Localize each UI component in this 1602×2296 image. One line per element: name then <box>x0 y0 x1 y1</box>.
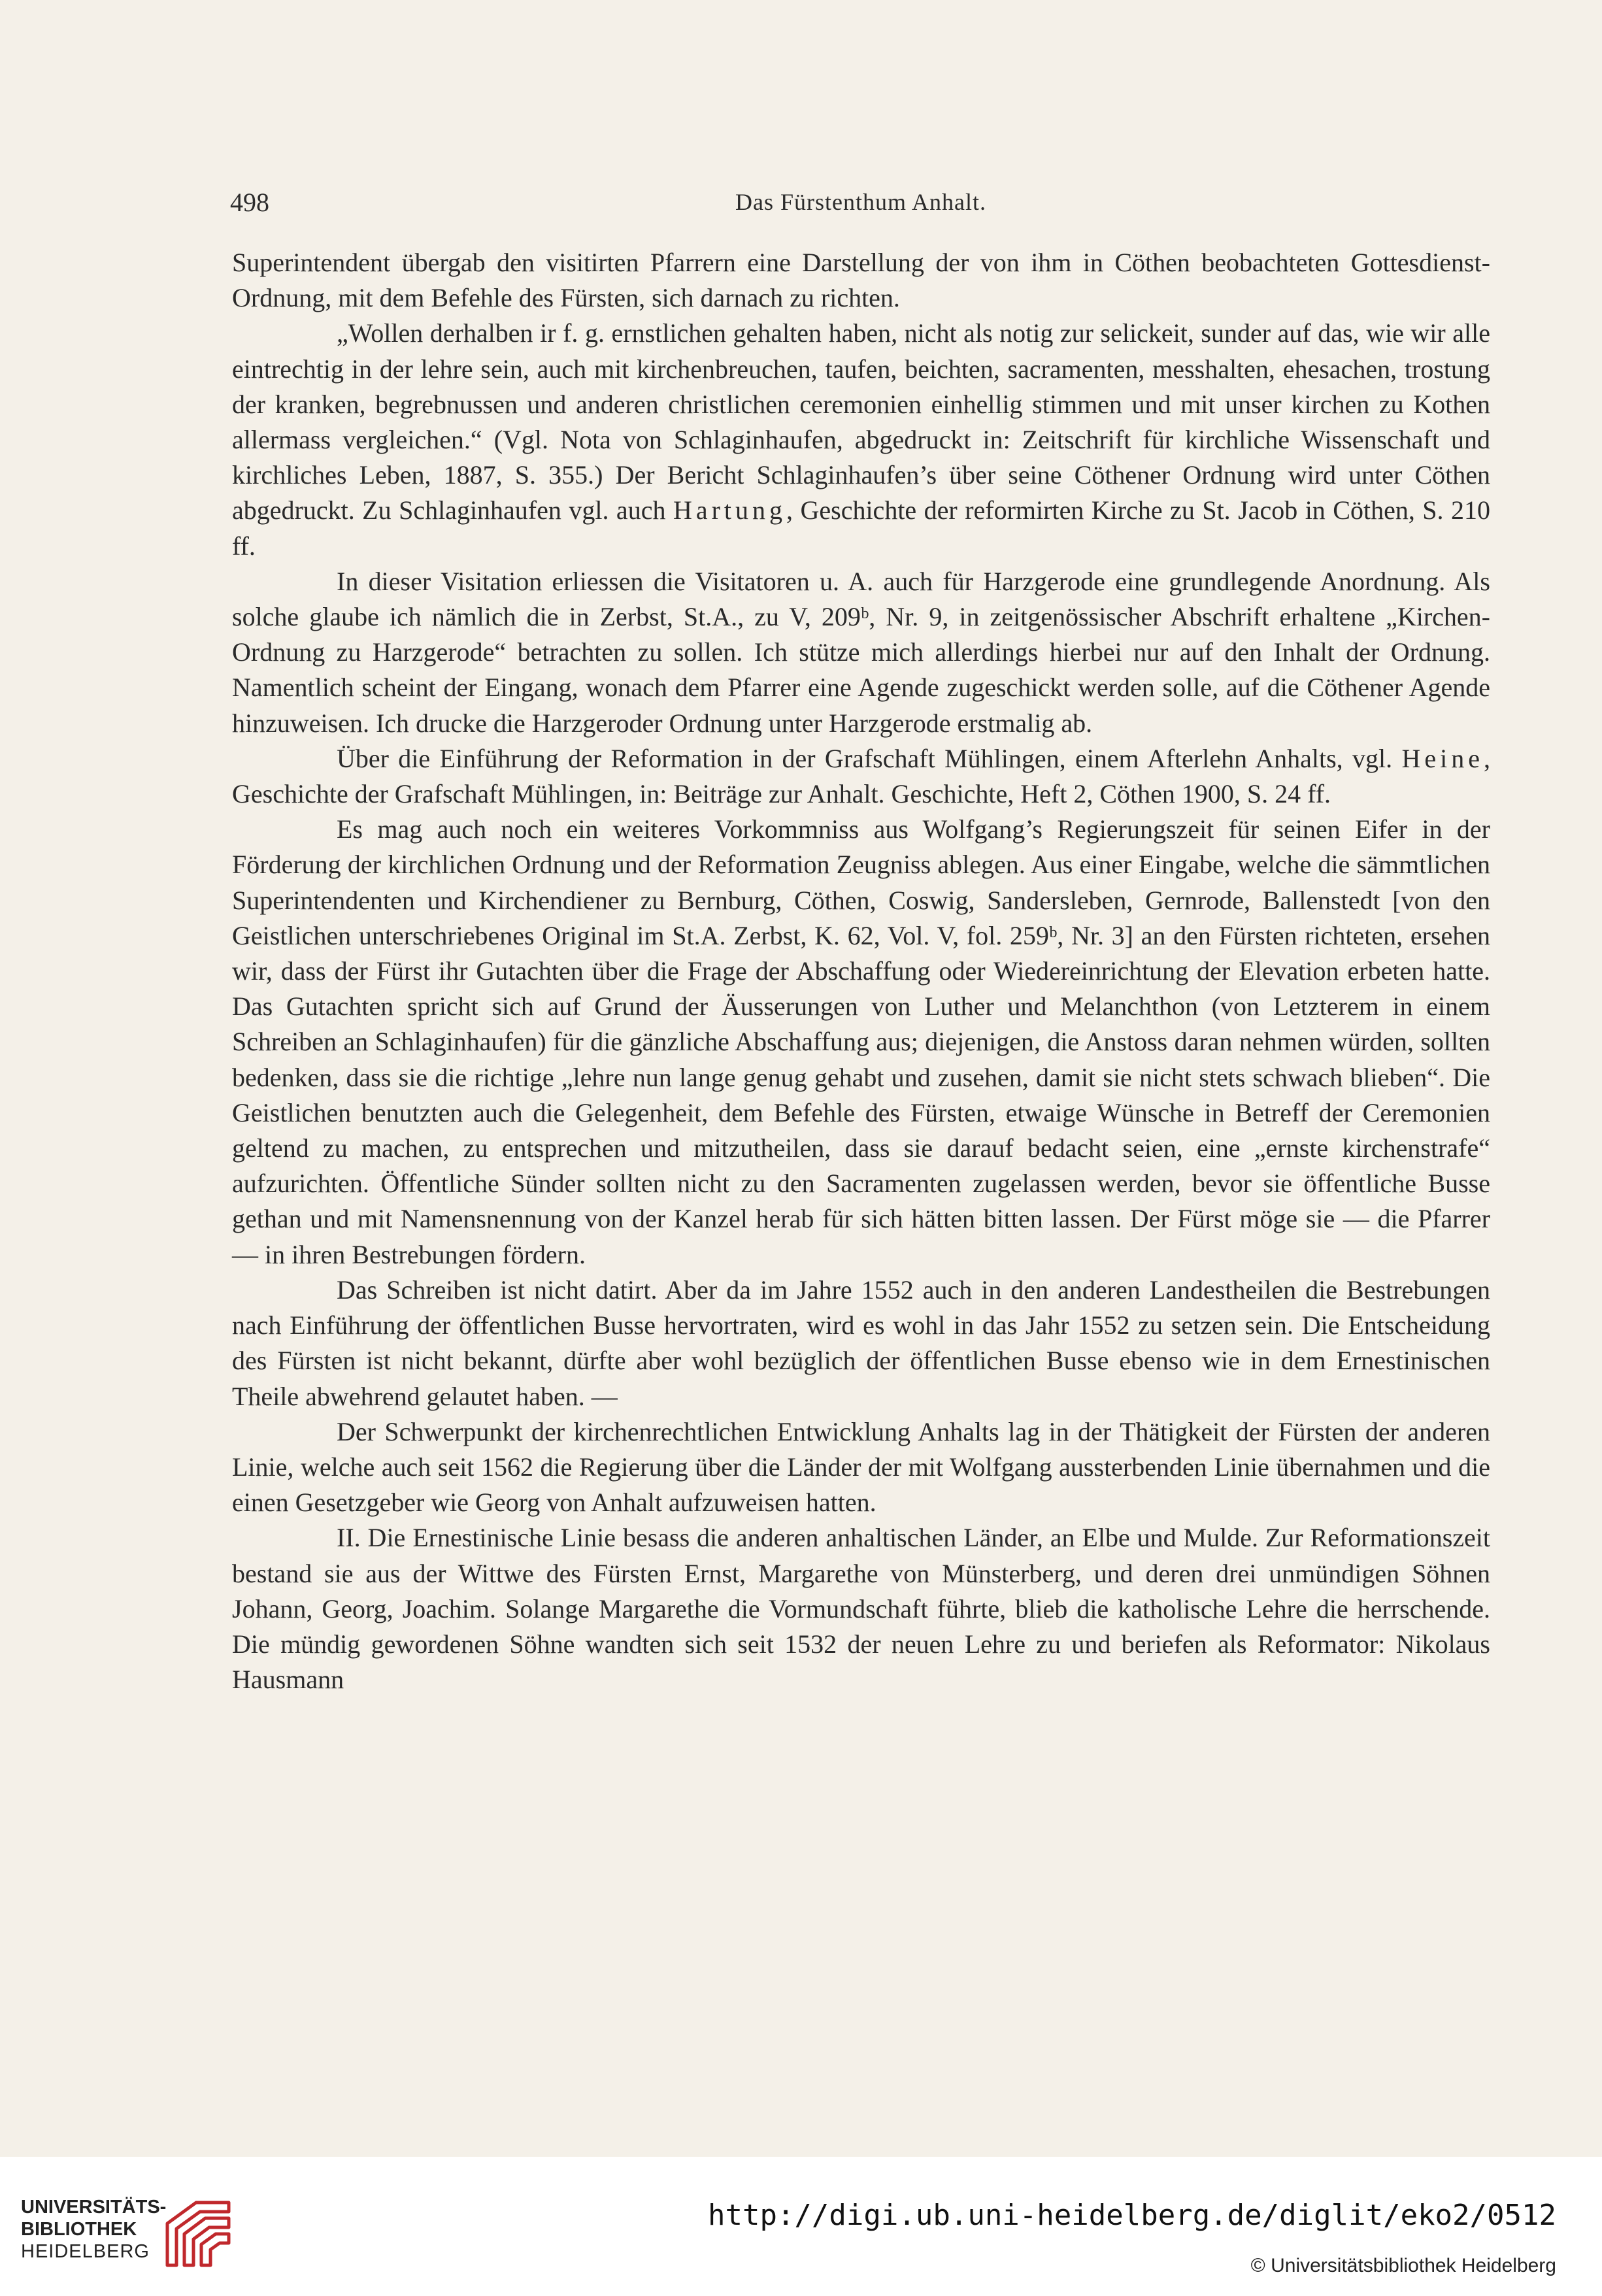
permalink-url[interactable]: http://digi.ub.uni-heidelberg.de/diglit/eko2/0512 <box>707 2199 1556 2232</box>
logo-line-1: UNIVERSITÄTS- <box>21 2197 167 2218</box>
library-logo-text <box>21 2196 166 2263</box>
author-name-hartung: Hartung <box>673 495 787 525</box>
paragraph-7: Der Schwerpunkt der kirchenrechtlichen Entwicklung Anhalts lag in der Thätigkeit der Fürsten der anderen Linie, welche auch seit 1562 die Regierung über die Länder der mit Wolfgang aussterbenden Linie übernahmen und die einen Gesetzgeber wie Georg von Anhalt aufzuweisen hatten. <box>232 1416 1490 1518</box>
paragraph-1: Superintendent übergab den visitirten Pfarrern eine Darstellung der von ihm in Cöthen beobachteten Gottesdienst-Ordnung, mit dem Befehle des Fürsten, sich darnach zu richten. <box>232 248 1490 313</box>
library-emblem-icon <box>162 2197 234 2271</box>
body-text <box>232 245 1490 1697</box>
running-title: Das Fürstenthum Anhalt. <box>735 189 986 215</box>
paragraph-4 <box>232 741 1490 812</box>
paragraph-3: In dieser Visitation erliessen die Visitatoren u. A. auch für Harzgerode eine grundlegende Anordnung. Als solche glaube ich nämlich die in Zerbst, St.A., zu V, 209ᵇ, Nr. 9, in zeitgenössischer Abschrift erhaltene „Kirchen-Ordnung zu Harzgerode“ betrachten zu sollen. Ich stütze mich allerdings hierbei nur auf den Inhalt der Ordnung. Namentlich scheint der Eingang, wonach dem Pfarrer eine Agende zugeschickt werden solle, auf die Cöthener Agende hinzuweisen. Ich drucke die Harzgeroder Ordnung unter Harzgerode erstmalig ab. <box>232 566 1490 738</box>
library-footer <box>0 2157 1602 2296</box>
paragraph-6: Das Schreiben ist nicht datirt. Aber da im Jahre 1552 auch in den anderen Landestheilen die Bestrebungen nach Einführung der öffentlichen Busse hervortraten, wird es wohl in das Jahr 1552 zu setzen sein. Die Entscheidung des Fürsten ist nicht bekannt, dürfte aber wohl bezüglich der öffentlichen Busse ebenso wie in dem Ernestinischen Theile abwehrend gelautet haben. — <box>232 1274 1490 1411</box>
author-name-heine: Heine <box>1401 743 1484 773</box>
paragraph-5: Es mag auch noch ein weiteres Vorkommniss aus Wolfgang’s Regierungszeit für seinen Eifer in der Förderung der kirchlichen Ordnung und der Reformation Zeugniss ablegen. Aus einer Eingabe, welche die sämmtlichen Superintendenten und Kirchendiener zu Bernburg, Cöthen, Coswig, Sandersleben, Gernrode, Ballenstedt [von den Geistlichen unterschriebenes Original im St.A. Zerbst, K. 62, Vol. V, fol. 259ᵇ, Nr. 3] an den Fürsten richteten, ersehen wir, dass der Fürst ihr Gutachten über die Frage der Abschaffung oder Wiedereinrichtung der Elevation erbeten hatte. Das Gutachten spricht sich auf Grund der Äusserungen von Luther und Melanchthon (von Letzterem in einem Schreiben an Schlaginhaufen) für die gänzliche Abschaffung aus; diejenigen, die Anstoss daran nehmen würden, sollten bedenken, dass sie die richtige „lehre nun lange genug gehabt und zusehen, damit sie nicht stets schwach blieben“. Die Geistlichen benutzten auch die Gelegenheit, dem Befehle des Fürsten, etwaige Wünsche in Betreff der Ceremonien geltend zu machen, zu entsprechen und mitzutheilen, dass sie darauf bedacht seien, eine „ernste kirchenstrafe“ aufzurichten. Öffentliche Sünder sollten nicht zu den Sacramenten zugelassen werden, bevor sie öffentliche Busse gethan und mit Namensnennung von der Kanzel herab für sich hätten bitten lassen. Der Fürst möge sie — die Pfarrer — in ihren Bestrebungen fördern. <box>232 814 1490 1269</box>
paragraph-8: II. Die Ernestinische Linie besass die anderen anhaltischen Länder, an Elbe und Mulde. Zur Reformationszeit bestand sie aus der Wittwe des Fürsten Ernst, Margarethe von Münsterberg, und deren drei unmündigen Söhnen Johann, Georg, Joachim. Solange Margarethe die Vormundschaft führte, blieb die katholische Lehre die herrschende. Die mündig gewordenen Söhne wandten sich seit 1532 der neuen Lehre zu und beriefen als Reformator: Nikolaus Hausmann <box>232 1523 1490 1695</box>
logo-line-3: HEIDELBERG <box>21 2241 150 2262</box>
paragraph-2 <box>232 316 1490 563</box>
library-logo[interactable] <box>21 2196 243 2288</box>
paragraph-2-text-b: , Geschichte der reformirten Kirche zu St. Jacob in Cöthen, S. 210 ff. <box>232 495 1491 561</box>
page-header <box>230 187 1492 226</box>
paragraph-2-text-a: „Wollen derhalben ir f. g. ernstlichen gehalten haben, nicht als notig zur selickeit, sunder auf das, wie wir alle eintrechtig in der lehre sein, auch mit kirchenbreuchen, taufen, beichten, sacramenten, messhalten, ehesachen, trostung der kranken, begrebnussen und anderen christlichen ceremonien einhellig stimmen und mit unser kirchen zu Kothen allermass vergleichen.“ (Vgl. Nota von Schlaginhaufen, abgedruckt in: Zeitschrift für kirchliche Wissenschaft und kirchliches Leben, 1887, S. 355.) Der Bericht Schlaginhaufen’s über seine Cöthener Ordnung wird unter Cöthen abgedruckt. Zu Schlaginhaufen vgl. auch <box>232 318 1490 525</box>
paragraph-4-text-a: Über die Einführung der Reformation in der Grafschaft Mühlingen, einem Afterlehn Anhalts, vgl. <box>337 743 1393 773</box>
logo-line-2: BIBLIOTHEK <box>21 2219 137 2240</box>
page-number: 498 <box>230 188 269 217</box>
copyright-notice: © Universitätsbibliothek Heidelberg <box>1250 2255 1556 2276</box>
paragraph-4-text-b: , Geschichte der Grafschaft Mühlingen, in: Beiträge zur Anhalt. Geschichte, Heft 2, Cöthen 1900, S. 24 ff. <box>232 743 1490 809</box>
